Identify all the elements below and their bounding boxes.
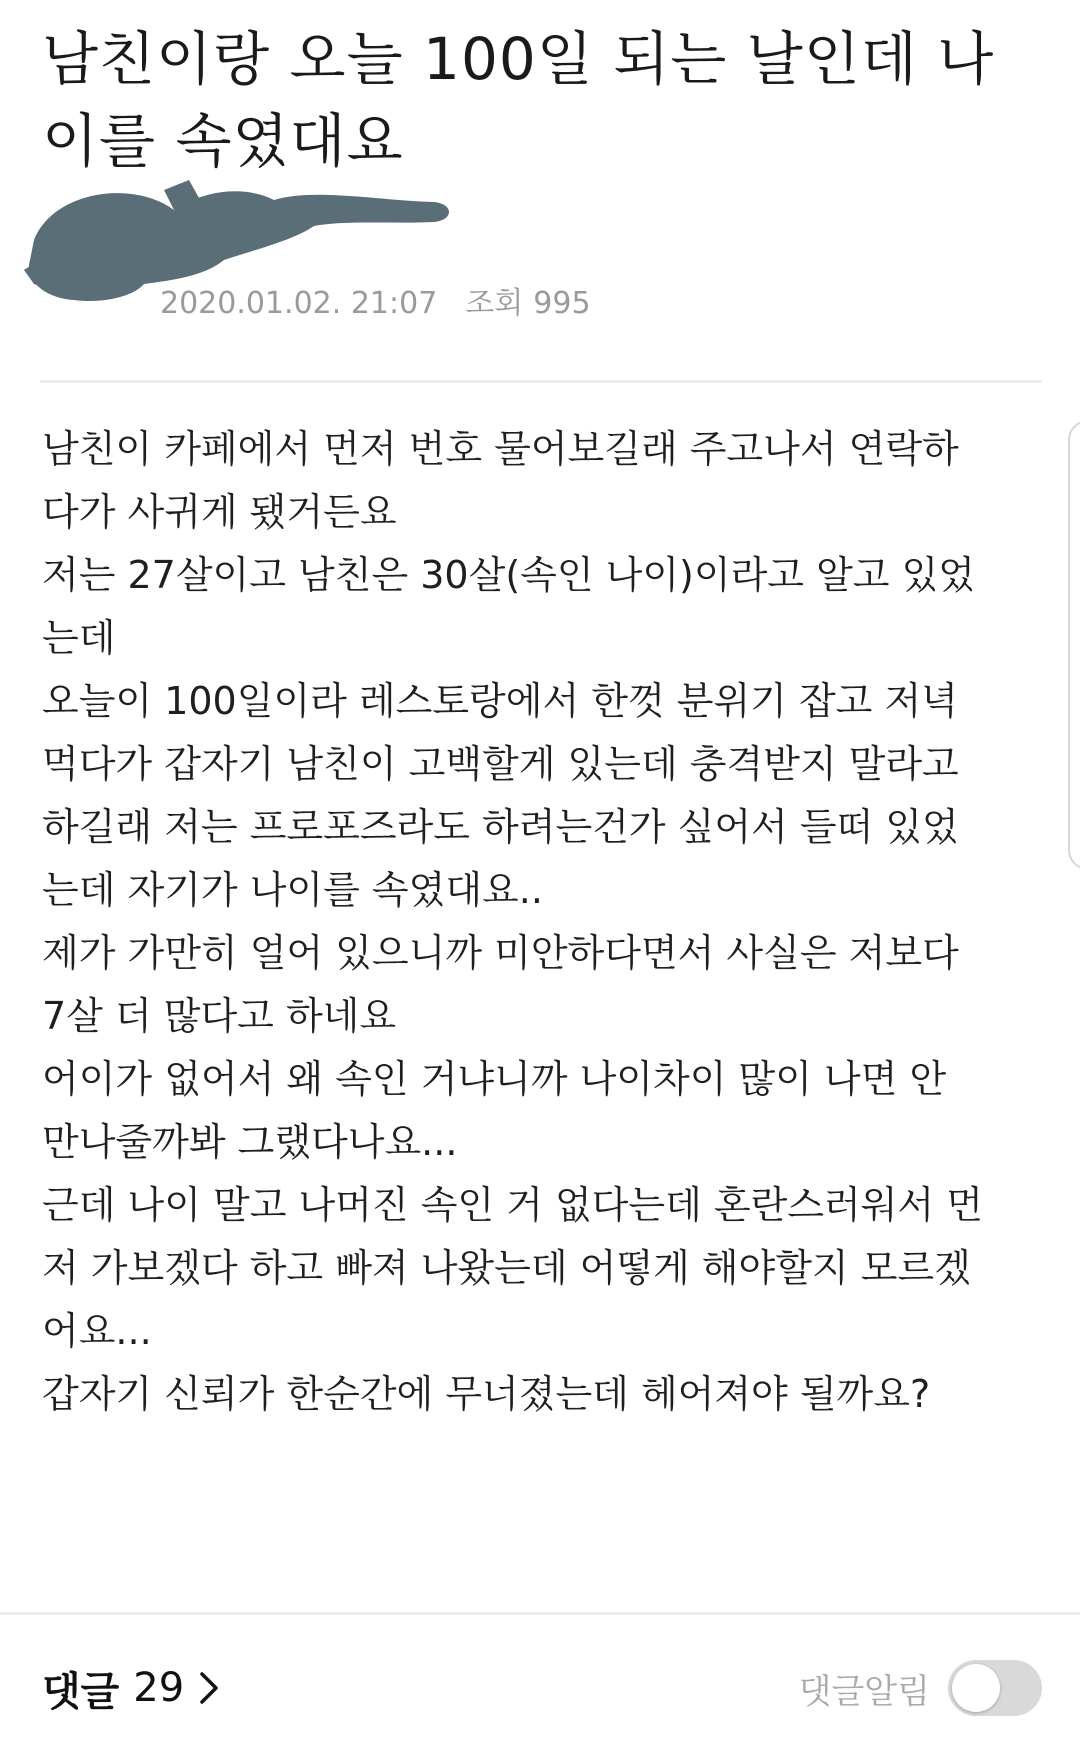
header-divider [40, 380, 1042, 383]
body-line: 근데 나이 말고 나머진 속인 거 없다는데 혼란스러워서 먼 [42, 1183, 983, 1227]
footer-divider [0, 1612, 1080, 1615]
comments-link[interactable] [42, 1658, 220, 1718]
scroll-indicator[interactable] [1068, 420, 1080, 870]
post-body [42, 418, 1042, 1426]
body-line: 제가 가만히 얼어 있으니까 미안하다면서 사실은 저보다 [42, 931, 959, 975]
body-line: 저 가보겠다 하고 빠져 나왔는데 어떻게 해야할지 모르겠 [42, 1246, 971, 1290]
body-line: 어요... [42, 1309, 152, 1353]
body-line: 남친이 카페에서 먼저 번호 물어보길래 주고나서 연락하 [42, 427, 959, 471]
comments-label: 댓글 [42, 1668, 120, 1715]
toggle-knob [952, 1664, 1000, 1712]
body-line: 먹다가 갑자기 남친이 고백할게 있는데 충격받지 말라고 [42, 742, 959, 786]
view-label: 조회 [465, 286, 524, 321]
comments-count: 29 [133, 1665, 185, 1711]
body-line: 다가 사귀게 됐거든요 [42, 490, 397, 534]
body-line: 7살 더 많다고 하네요 [42, 994, 397, 1038]
page-title: 남친이랑 오늘 100일 되는 날인데 나이를 속였대요 [42, 25, 995, 175]
comment-notify-toggle[interactable] [948, 1660, 1042, 1716]
body-line: 어이가 없어서 왜 속인 거냐니까 나이차이 많이 나면 안 [42, 1057, 947, 1101]
comment-notify-group [799, 1656, 1042, 1720]
body-line: 만나줄까봐 그랬다나요... [42, 1120, 458, 1164]
comment-notify-label: 댓글알림 [798, 1671, 930, 1712]
body-line: 저는 27살이고 남친은 30살(속인 나이)이라고 알고 있었 [42, 553, 975, 597]
view-count: 995 [533, 286, 591, 321]
body-line: 하길래 저는 프로포즈라도 하려는건가 싶어서 들떠 있었 [42, 805, 959, 849]
body-line: 갑자기 신뢰가 한순간에 무너졌는데 헤어져야 될까요? [42, 1372, 931, 1416]
author-row [14, 180, 614, 350]
body-line: 는데 [42, 616, 116, 660]
body-line: 오늘이 100일이라 레스토랑에서 한껏 분위기 잡고 저녁 [42, 679, 958, 723]
post-meta [160, 278, 591, 322]
body-line: 는데 자기가 나이를 속였대요.. [42, 868, 543, 912]
post-date: 2020.01.02. 21:07 [160, 286, 438, 321]
chevron-right-icon [198, 1671, 220, 1705]
author-redaction-scribble [14, 180, 494, 350]
